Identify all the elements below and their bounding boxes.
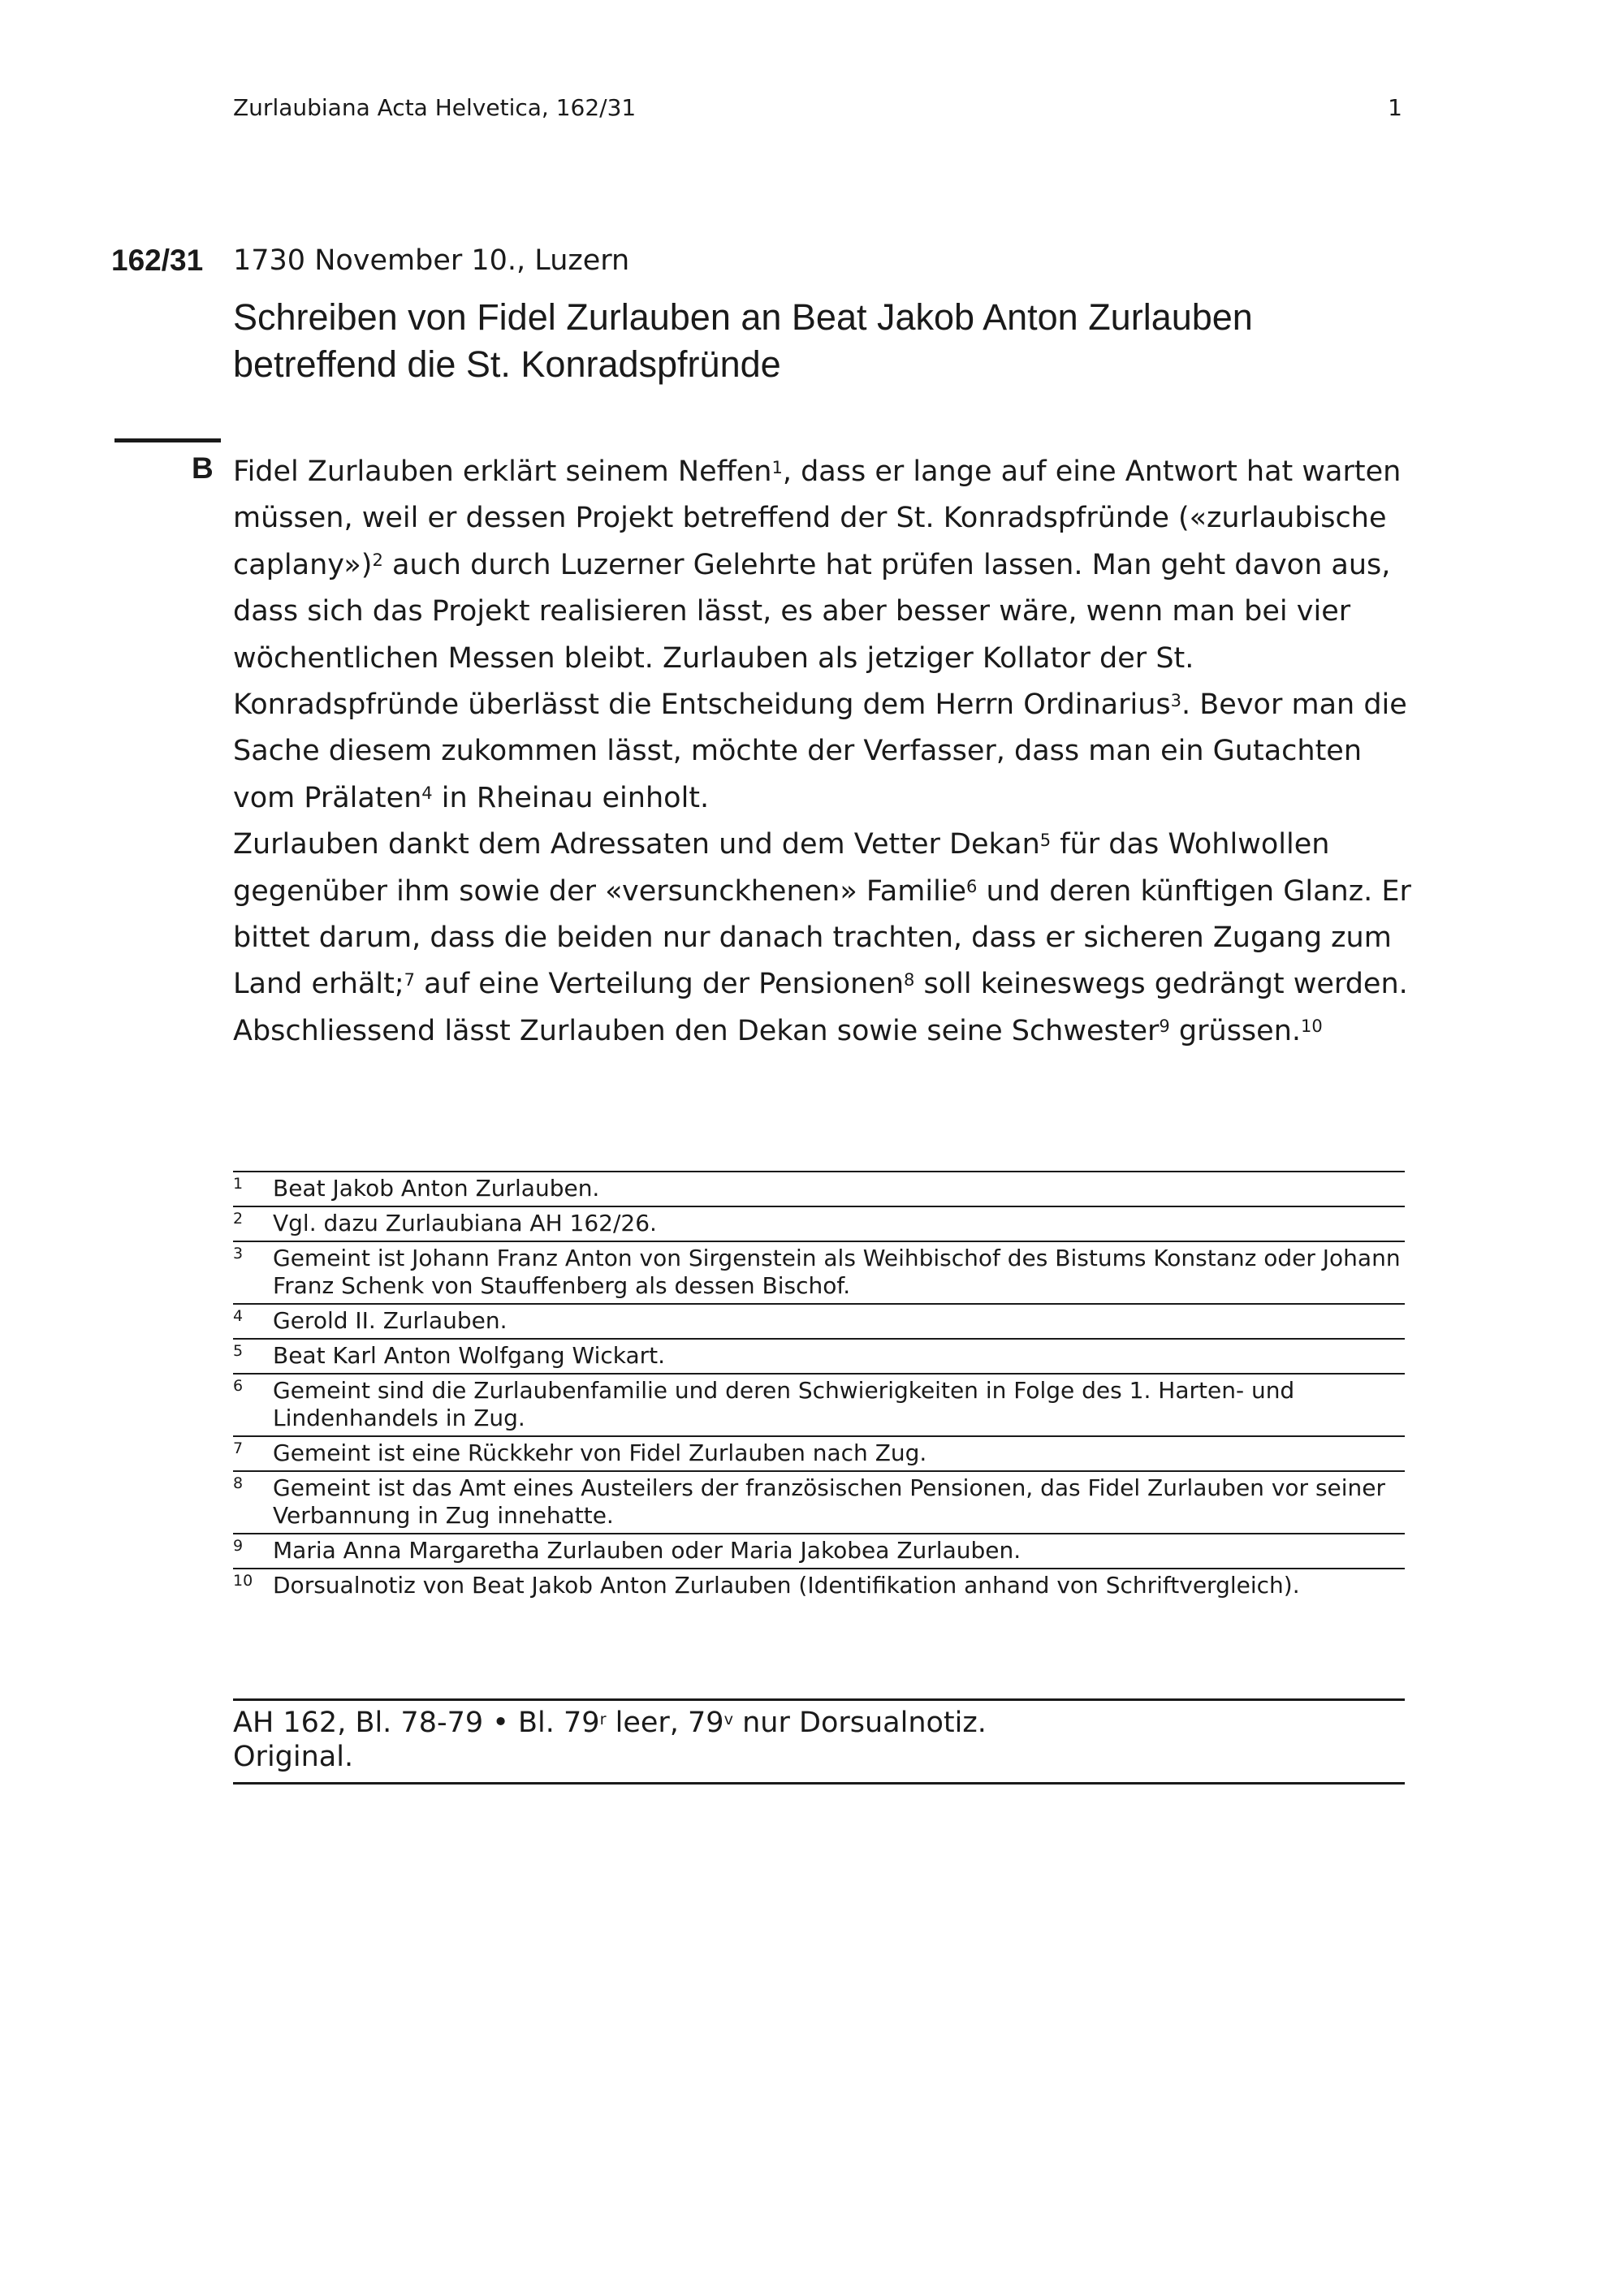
footnote-number: 1	[233, 1175, 244, 1193]
footnote	[233, 1470, 1405, 1533]
footnote	[233, 1568, 1405, 1603]
running-header-title: Zurlaubiana Acta Helvetica, 162/31	[233, 94, 637, 121]
page-number: 1	[1388, 94, 1402, 121]
footnote-ref[interactable]: 6	[966, 877, 978, 897]
footnote	[233, 1241, 1405, 1303]
source-type: Original.	[233, 1741, 354, 1773]
footnote-number: 7	[233, 1439, 244, 1457]
footnote-ref[interactable]: 7	[404, 970, 416, 990]
footnote-number: 9	[233, 1537, 244, 1555]
footnote-ref[interactable]: 10	[1301, 1016, 1323, 1037]
footnote-text: Vgl. dazu Zurlaubiana AH 162/26.	[273, 1210, 657, 1236]
summary-paragraph: Fidel Zurlauben erklärt seinem Neffen$^1$, dass er lange auf eine Antwort hat warten müssen, weil er dessen Projekt betreffend der St. Konradspfründe («zurlaubische caplany»)$^2$ auch durch Luzerner Gelehrte hat prüfen lassen. Man geht davon aus, dass sich das Projekt realisieren lässt, es aber besser wäre, wenn man bei vier wöchentlichen Messen bleibt. Zurlauben als jetziger Kollator der St. Konradspfründe überlässt die Entscheidung dem Herrn Ordinarius$^3$. Bevor man die Sache diesem zukommen lässt, möchte der Verfasser, dass man ein Gutachten vom Prälaten$^4$ in Rheinau einholt.	[233, 455, 1407, 814]
footnote-text: Gemeint ist eine Rückkehr von Fidel Zurlauben nach Zug.	[273, 1439, 927, 1466]
footnote	[233, 1373, 1405, 1435]
footnote	[233, 1303, 1405, 1338]
summary-paragraph: Abschliessend lässt Zurlauben den Dekan sowie seine Schwester$^9$ grüssen.$^{10}$	[233, 1014, 1323, 1047]
footnote	[233, 1533, 1405, 1568]
footnote-text: Dorsualnotiz von Beat Jakob Anton Zurlauben (Identifikation anhand von Schriftvergleich).	[273, 1572, 1300, 1599]
footnote-ref[interactable]: 5	[1039, 830, 1052, 850]
footnote-text: Maria Anna Margaretha Zurlauben oder Maria Jakobea Zurlauben.	[273, 1537, 1021, 1564]
footnote-number: 10	[233, 1572, 253, 1590]
footnote-text: Gemeint sind die Zurlaubenfamilie und deren Schwierigkeiten in Folge des 1. Harten- und Lindenhandels in Zug.	[273, 1377, 1295, 1431]
document-number: 162/31	[111, 244, 204, 277]
footnote	[233, 1171, 1405, 1206]
footnote	[233, 1435, 1405, 1470]
footnote-ref[interactable]: 2	[372, 550, 383, 571]
source-line: AH 162, Bl. 78-79 • Bl. 79$^r$ leer, 79$^v$ nur Dorsualnotiz.	[233, 1707, 987, 1739]
footnote-number: 8	[233, 1474, 244, 1492]
footnote-ref[interactable]: 8	[904, 970, 915, 990]
footnote-text: Beat Jakob Anton Zurlauben.	[273, 1175, 600, 1202]
footnotes	[233, 1171, 1405, 1603]
footnote-ref[interactable]: 1	[771, 457, 783, 477]
footnote-ref[interactable]: 9	[1159, 1016, 1170, 1037]
footnote-ref[interactable]: 4	[421, 783, 433, 804]
source-note	[233, 1698, 1405, 1785]
footnote-number: 6	[233, 1377, 244, 1395]
document-title: Schreiben von Fidel Zurlauben an Beat Jakob Anton Zurlauben betreffend die St. Konradspfründe	[233, 296, 1253, 385]
footnote-number: 5	[233, 1342, 244, 1360]
footnote-text: Gemeint ist das Amt eines Austeilers der französischen Pensionen, das Fidel Zurlauben vor seiner Verbannung in Zug innehatte.	[273, 1474, 1386, 1529]
section-rule	[114, 438, 221, 442]
footnote-text: Beat Karl Anton Wolfgang Wickart.	[273, 1342, 666, 1369]
footnote-ref[interactable]: 3	[1170, 690, 1182, 710]
document-date: 1730 November 10., Luzern	[233, 244, 630, 277]
footnote-number: 2	[233, 1210, 244, 1228]
footnote-number: 4	[233, 1307, 244, 1325]
footnote-text: Gemeint ist Johann Franz Anton von Sirgenstein als Weihbischof des Bistums Konstanz oder Johann Franz Schenk von Stauffenberg als dessen Bischof.	[273, 1245, 1401, 1299]
footnote	[233, 1206, 1405, 1241]
footnote-text: Gerold II. Zurlauben.	[273, 1307, 508, 1334]
footnote	[233, 1338, 1405, 1373]
running-header	[233, 94, 1402, 127]
footnote-number: 3	[233, 1245, 244, 1262]
section-marker: B	[192, 451, 214, 485]
summary	[233, 449, 1419, 1055]
summary-paragraph: Zurlauben dankt dem Adressaten und dem Vetter Dekan$^5$ für das Wohlwollen gegenüber ihm sowie der «versunckhenen» Familie$^6$ und deren künftigen Glanz. Er bittet darum, dass die beiden nur danach trachten, dass er sicheren Zugang zum Land erhält;$^7$ auf eine Verteilung der Pensionen$^8$ soll keineswegs gedrängt werden.	[233, 828, 1411, 1001]
